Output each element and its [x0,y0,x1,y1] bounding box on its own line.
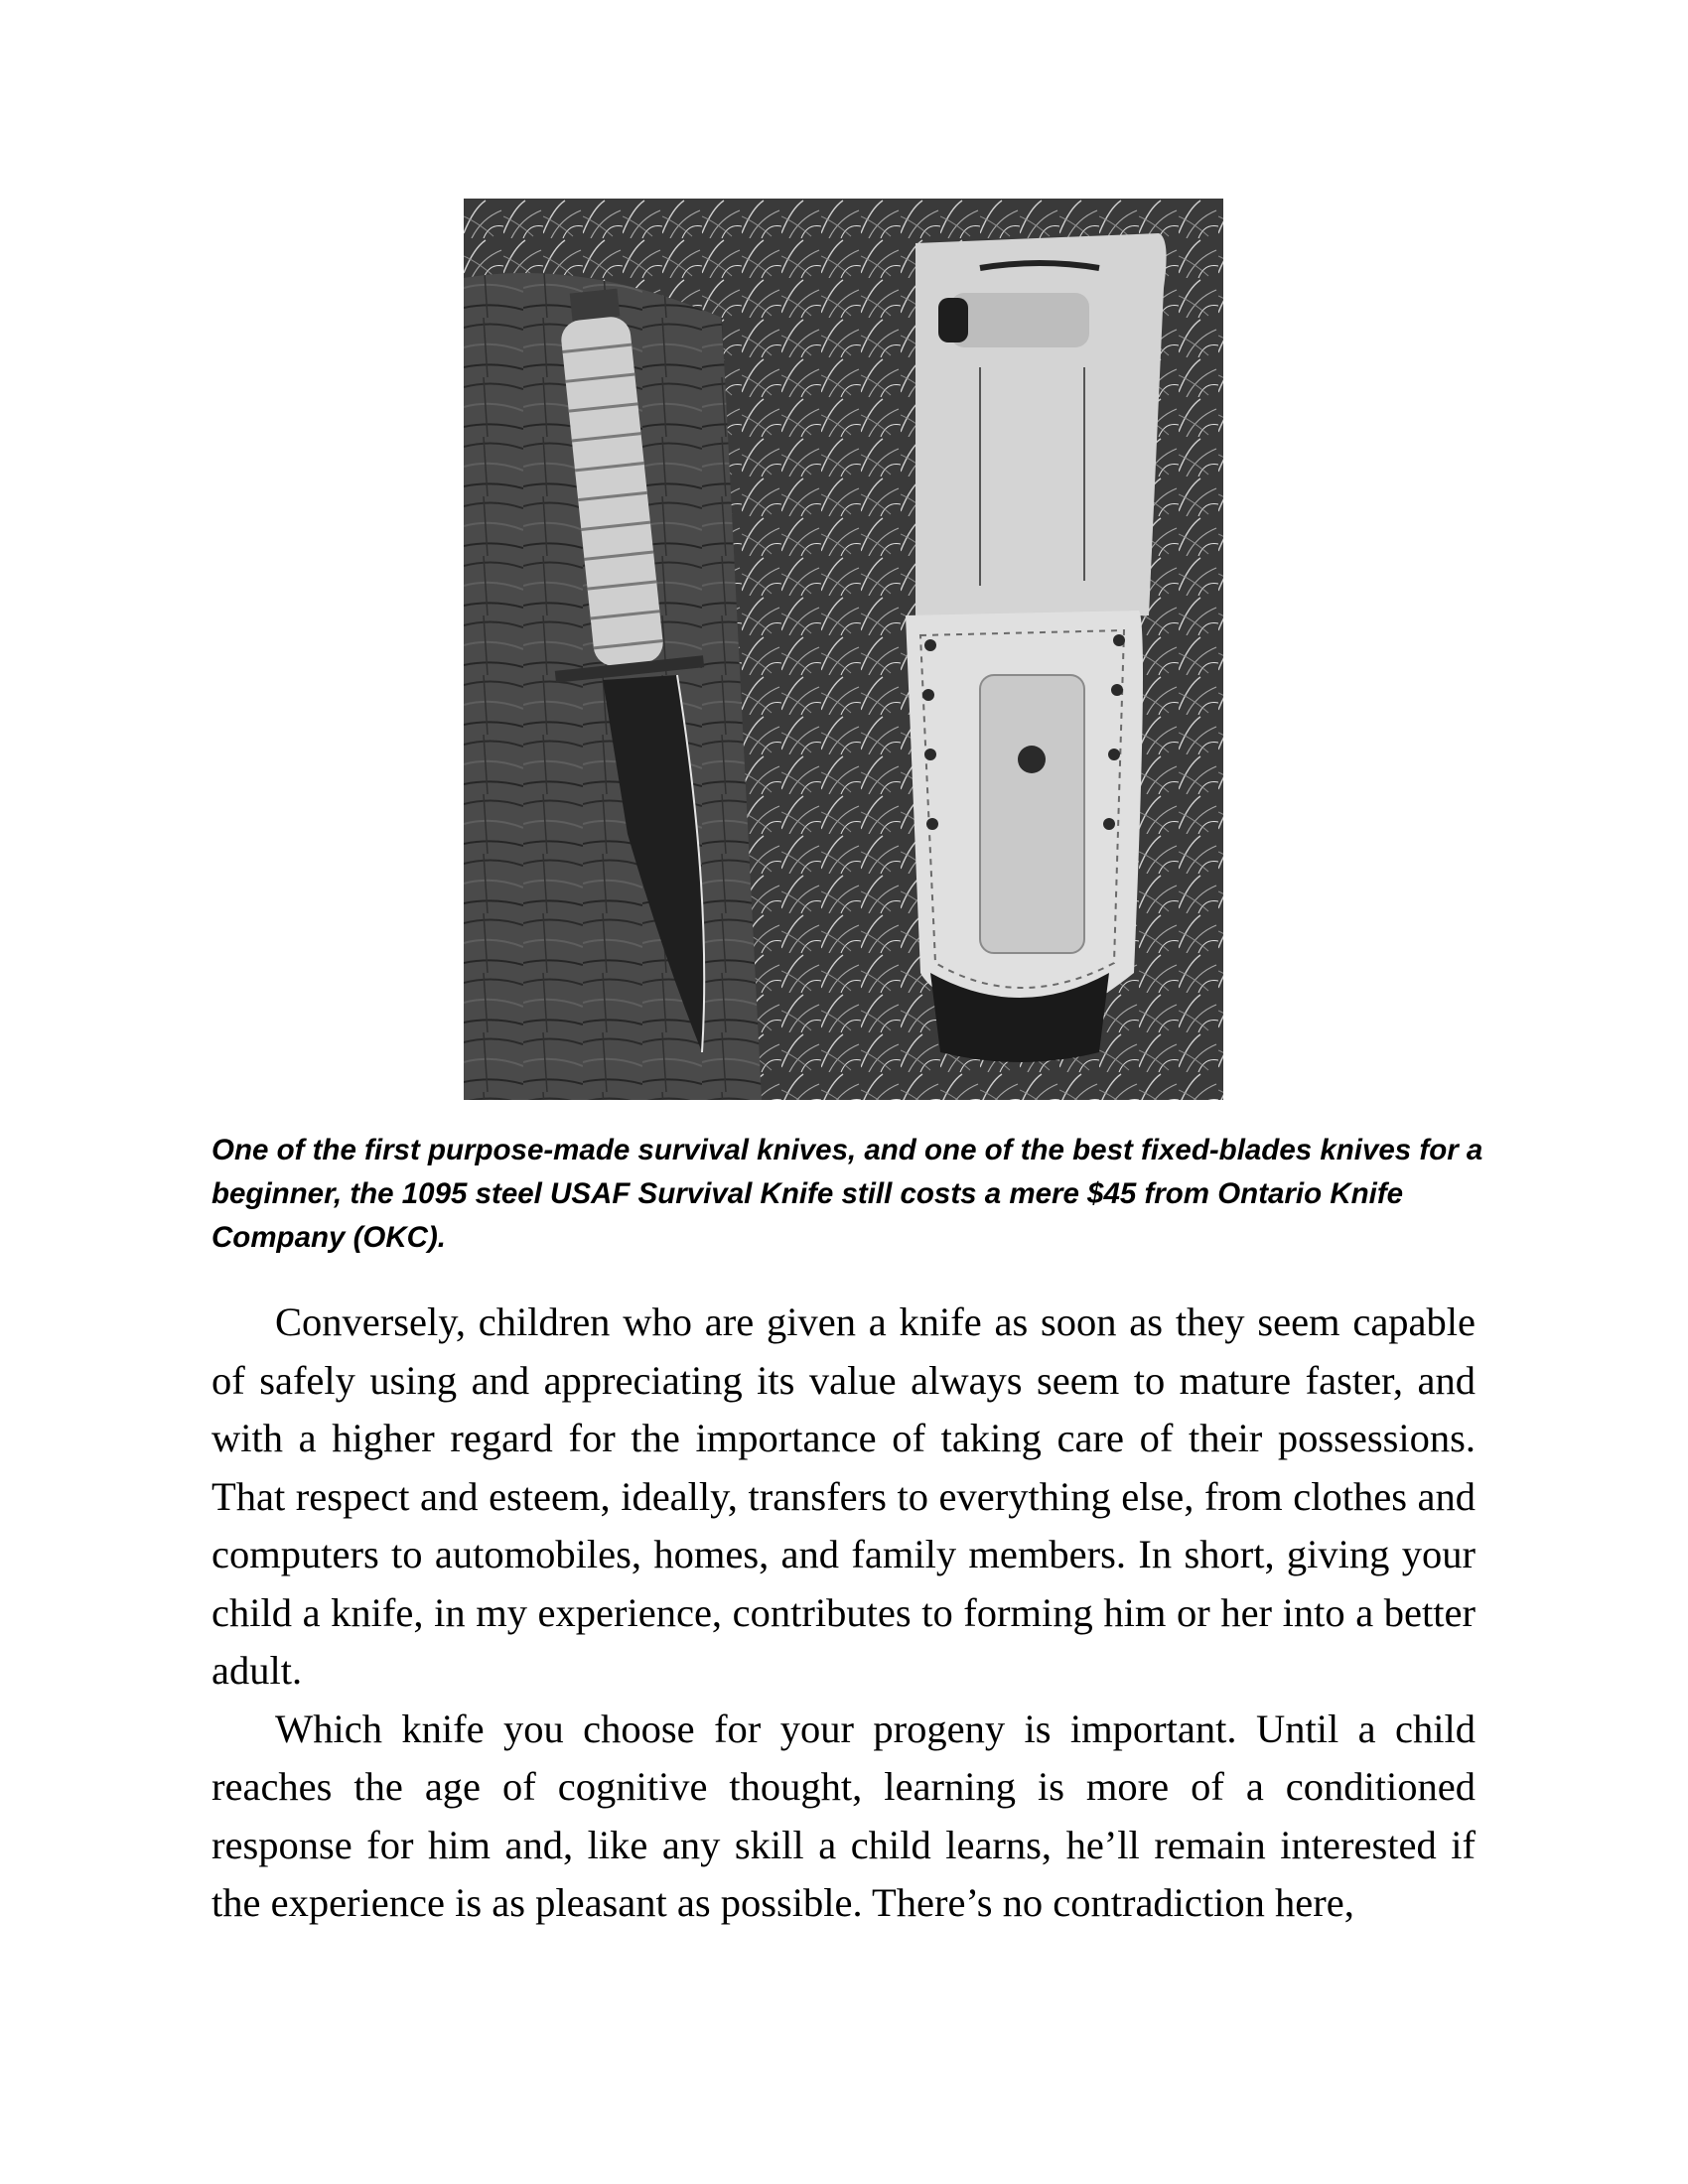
paragraph: Conversely, children who are given a knife as soon as they seem capable of safely using and appreciating its value always seem to mature faster, and with a higher regard for the importance of taking care of their possessions. That respect and esteem, ideally, transfers to everything else, from clothes and computers to automobiles, homes, and family members. In short, giving your child a knife, in my experience, contributes to forming him or her into a better adult. [211,1299,1476,1693]
knife-photo [464,199,1223,1100]
figure-caption: One of the first purpose-made survival knives, and one of the best fixed-blades knives for a beginner, the 1095 steel USAF Survival Knife still costs a mere $45 from Ontario Knife Company (OKC). [211,1134,1483,1254]
knife-and-sheath-image [464,199,1223,1100]
paragraph: Which knife you choose for your progeny is important. Until a child reaches the age of cognitive thought, learning is more of a conditioned response for him and, like any skill a child learns, he’ll remain interested if the experience is as pleasant as possible. There’s no contradiction here, [211,1706,1476,1925]
body-text [211,1294,1476,1933]
